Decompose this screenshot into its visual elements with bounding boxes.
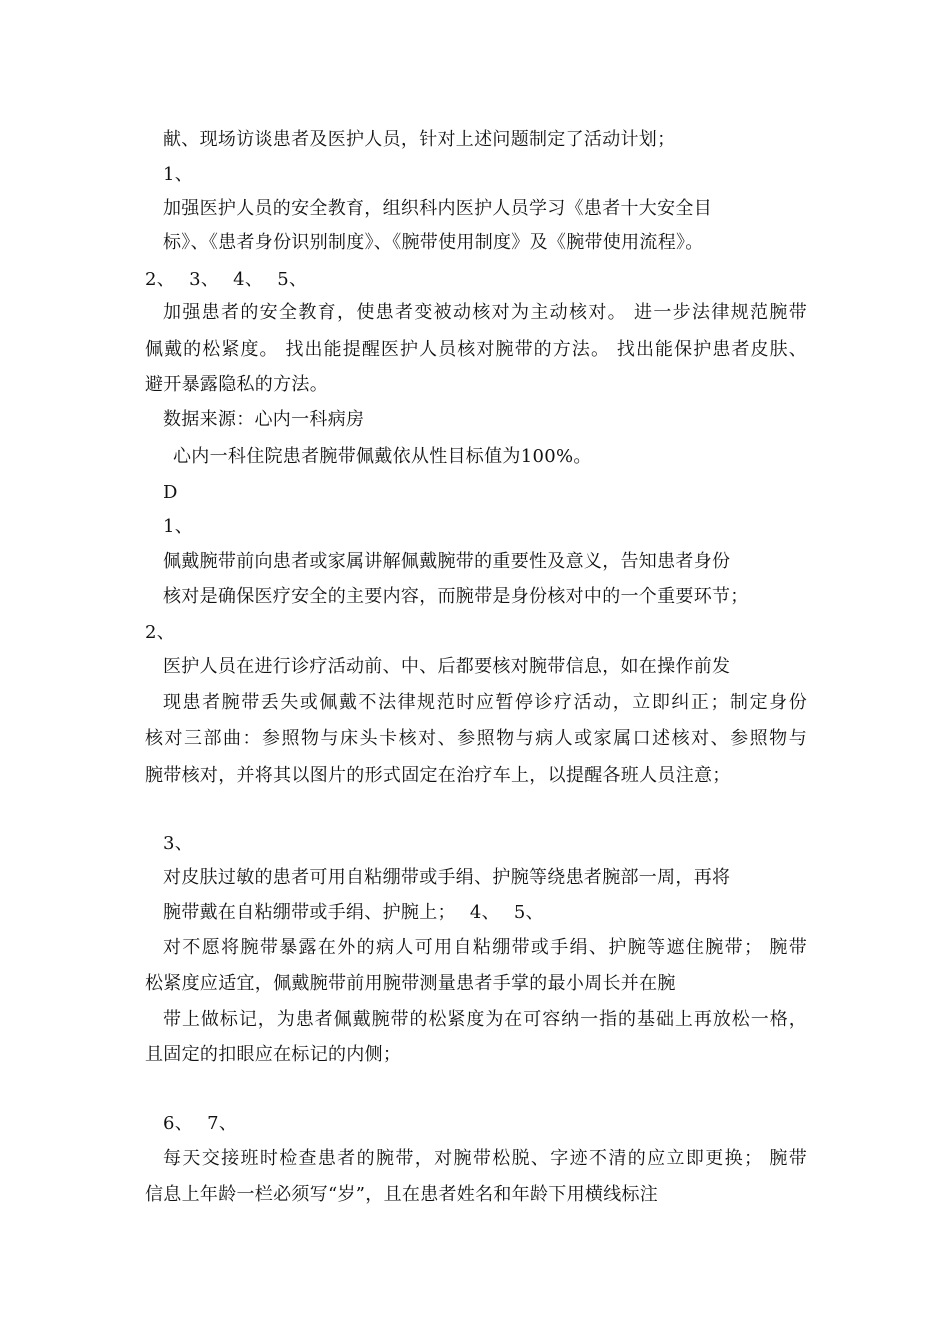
text-line: 每天交接班时检查患者的腕带，对腕带松脱、字迹不清的应立即更换； 腕带	[163, 1148, 807, 1169]
text-line: 佩戴的松紧度。 找出能提醒医护人员核对腕带的方法。 找出能保护患者皮肤、	[145, 339, 807, 360]
list-number: 2、	[145, 622, 176, 643]
text-line: 核对三部曲：参照物与床头卡核对、参照物与病人或家属口述核对、参照物与	[145, 728, 807, 749]
text-line: 心内一科住院患者腕带佩戴依从性目标值为100%。	[173, 446, 592, 467]
text-line: 医护人员在进行诊疗活动前、中、后都要核对腕带信息，如在操作前发	[163, 656, 731, 677]
text-line: 现患者腕带丢失或佩戴不法律规范时应暂停诊疗活动，立即纠正；制定身份	[163, 692, 807, 713]
list-number: 3、	[163, 833, 194, 854]
text-line: 佩戴腕带前向患者或家属讲解佩戴腕带的重要性及意义，告知患者身份	[163, 551, 731, 572]
text-line: 松紧度应适宜，佩戴腕带前用腕带测量患者手掌的最小周长并在腕	[145, 973, 676, 994]
text-line: 对不愿将腕带暴露在外的病人可用自粘绷带或手绢、护腕等遮住腕带； 腕带	[163, 937, 807, 958]
text-line: 对皮肤过敏的患者可用自粘绷带或手绢、护腕等绕患者腕部一周，再将	[163, 867, 731, 888]
text-line: 献、现场访谈患者及医护人员，针对上述问题制定了活动计划；	[163, 129, 676, 150]
list-number: 1、	[163, 164, 194, 185]
list-number: 2、 3、 4、 5、	[145, 269, 308, 290]
text-line: 且固定的扣眼应在标记的内侧；	[145, 1044, 402, 1065]
text-line: 加强患者的安全教育，使患者变被动核对为主动核对。 进一步法律规范腕带	[163, 302, 807, 323]
text-line: 核对是确保医疗安全的主要内容，而腕带是身份核对中的一个重要环节；	[163, 586, 749, 607]
text-line: 加强医护人员的安全教育，组织科内医护人员学习《患者十大安全目	[163, 198, 712, 219]
text-line: 腕带核对，并将其以图片的形式固定在治疗车上，以提醒各班人员注意；	[145, 765, 731, 786]
text-line: 标》、《患者身份识别制度》、《腕带使用制度》及《腕带使用流程》。	[163, 232, 704, 253]
list-number: 6、 7、	[163, 1113, 238, 1134]
text-line: 数据来源：心内一科病房	[163, 409, 365, 430]
text-line: 信息上年龄一栏必须写“岁”，且在患者姓名和年龄下用横线标注	[145, 1184, 659, 1205]
text-line: 腕带戴在自粘绷带或手绢、护腕上； 4、 5、	[163, 902, 544, 923]
list-number: 1、	[163, 516, 194, 537]
text-line: 避开暴露隐私的方法。	[145, 374, 328, 395]
section-letter: D	[163, 482, 178, 503]
text-line: 带上做标记，为患者佩戴腕带的松紧度为在可容纳一指的基础上再放松一格，	[163, 1009, 807, 1030]
